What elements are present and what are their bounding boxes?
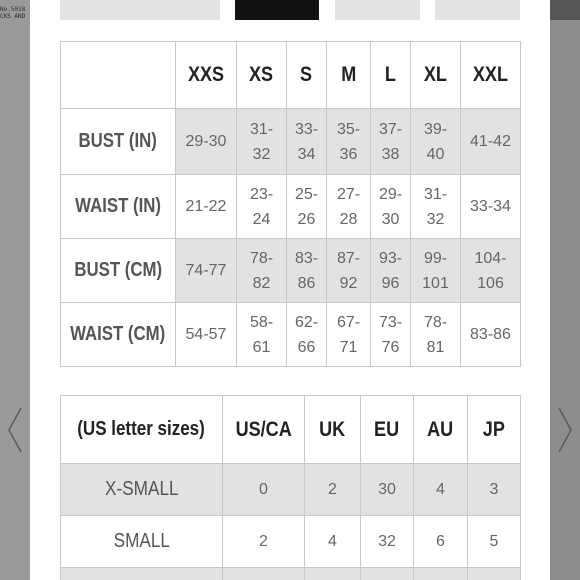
size-chart-row [61,109,521,175]
international-value-cell: 2 [305,464,361,516]
size-value-cell [371,303,411,367]
size-value-text: 66 [297,338,316,356]
size-value-cell [287,109,327,175]
size-column-header: XS [237,42,287,109]
international-value-cell: 4 [305,516,361,568]
top-tab [435,0,520,20]
size-column-header: S [287,42,327,109]
size-chart-row [61,175,521,239]
size-value-cell [176,109,237,175]
size-value-text: 54-57 [185,326,227,343]
international-value-cell [223,568,305,580]
size-value-cell [327,239,371,303]
international-value-cell: 4 [414,464,468,516]
size-value-text: 28 [339,210,358,228]
size-value-cell [327,175,371,239]
size-value-text: 23- [249,185,274,203]
international-column-header: JP [468,396,521,464]
size-value-text: 62- [294,313,319,331]
size-value-text: 93- [378,249,403,267]
size-value-text: 73- [378,313,403,331]
chevron-left-icon [7,406,23,454]
size-value-cell [176,303,237,367]
measurement-label-cell: BUST (CM) [61,239,176,303]
size-value-cell [461,239,521,303]
size-value-cell [287,239,327,303]
size-value-cell [176,239,237,303]
size-value-text: 71 [339,338,358,356]
size-value-text: 35- [336,120,361,138]
size-value-text: 83-86 [470,326,511,343]
size-value-cell [237,239,287,303]
size-value-cell [237,175,287,239]
international-value-cell [305,568,361,580]
size-chart-corner-cell [61,42,176,109]
international-size-row-partial [61,568,521,580]
measurement-label-cell: BUST (IN) [61,109,176,175]
size-value-text: 101 [422,274,449,292]
size-value-cell [411,303,461,367]
size-value-text: 82 [252,274,271,292]
size-column-header: XXL [461,42,521,109]
size-value-cell [371,175,411,239]
size-value-text: 32 [426,210,445,228]
background-corner [550,0,580,20]
size-value-text: 99- [423,249,448,267]
size-value-text: 31- [423,185,448,203]
size-value-cell [371,239,411,303]
top-tab-active [235,0,319,20]
top-tab-strip [30,0,550,20]
international-value-cell: 5 [468,516,521,568]
size-value-cell [327,303,371,367]
size-value-text: 39- [423,120,448,138]
international-column-header: UK [305,396,361,464]
top-tab [335,0,420,20]
size-value-text: 31- [249,120,274,138]
size-value-text: 32 [252,145,271,163]
letter-size-cell: X-SMALL [61,464,223,516]
international-value-cell [468,568,521,580]
size-value-text: 81 [426,338,445,356]
size-value-text: 74-77 [185,262,227,279]
international-value-cell: 6 [414,516,468,568]
measurement-label-cell: WAIST (IN) [61,175,176,239]
size-value-text: 86 [297,274,316,292]
size-value-cell [411,109,461,175]
size-value-text: 30 [381,210,400,228]
size-value-cell [461,175,521,239]
international-value-cell: 32 [361,516,414,568]
size-value-text: 58- [249,313,274,331]
size-chart-header-row [61,42,521,109]
chevron-right-icon [557,406,573,454]
background-strip-right [550,0,580,580]
background-strip-left [0,0,30,580]
international-size-table [60,395,521,580]
size-value-cell [237,303,287,367]
size-value-cell [461,303,521,367]
international-header-cell: (US letter sizes) [61,396,223,464]
size-value-text: 78- [423,313,448,331]
international-value-cell: 0 [223,464,305,516]
size-value-cell [461,109,521,175]
size-value-cell [327,109,371,175]
international-value-cell [61,568,223,580]
size-value-text: 38 [381,145,400,163]
size-column-header: XXS [176,42,237,109]
international-value-cell: 2 [223,516,305,568]
size-chart-row [61,303,521,367]
size-value-text: 36 [339,145,358,163]
image-panel [30,0,550,580]
size-chart-row [61,239,521,303]
size-value-text: 26 [297,210,316,228]
size-value-cell [237,109,287,175]
measurement-label-cell: WAIST (CM) [61,303,176,367]
background-text: No.5018 CKS AND [0,6,26,20]
size-value-text: 27- [336,185,361,203]
size-chart-table [60,41,521,367]
international-value-cell: 3 [468,464,521,516]
size-value-text: 25- [294,185,319,203]
size-value-text: 78- [249,249,274,267]
size-value-text: 87- [336,249,361,267]
size-value-text: 33- [294,120,319,138]
size-value-text: 76 [381,338,400,356]
size-column-header: M [327,42,371,109]
size-value-text: 34 [297,145,316,163]
size-value-text: 40 [426,145,445,163]
size-value-text: 37- [378,120,403,138]
international-value-cell [414,568,468,580]
international-column-header: AU [414,396,468,464]
size-value-text: 92 [339,274,358,292]
international-size-row [61,516,521,568]
size-value-text: 83- [294,249,319,267]
international-size-row [61,464,521,516]
size-value-text: 104- [474,249,507,267]
prev-image-button[interactable] [0,400,30,460]
letter-size-cell: SMALL [61,516,223,568]
next-image-button[interactable] [550,400,580,460]
size-value-text: 29-30 [185,133,227,150]
international-column-header: EU [361,396,414,464]
international-value-cell: 30 [361,464,414,516]
size-value-text: 67- [336,313,361,331]
size-value-text: 106 [477,274,504,292]
size-value-cell [371,109,411,175]
size-column-header: XL [411,42,461,109]
size-value-cell [287,175,327,239]
size-value-cell [287,303,327,367]
size-value-text: 96 [381,274,400,292]
size-value-text: 24 [252,210,271,228]
size-value-cell [411,175,461,239]
size-value-cell [411,239,461,303]
international-header-row [61,396,521,464]
international-column-header: US/CA [223,396,305,464]
size-column-header: L [371,42,411,109]
size-value-text: 41-42 [470,133,511,150]
international-value-cell [361,568,414,580]
size-value-cell [176,175,237,239]
size-value-text: 29- [378,185,403,203]
size-value-text: 61 [252,338,271,356]
size-value-text: 21-22 [185,198,227,215]
size-value-text: 33-34 [470,198,511,215]
top-tab [60,0,220,20]
